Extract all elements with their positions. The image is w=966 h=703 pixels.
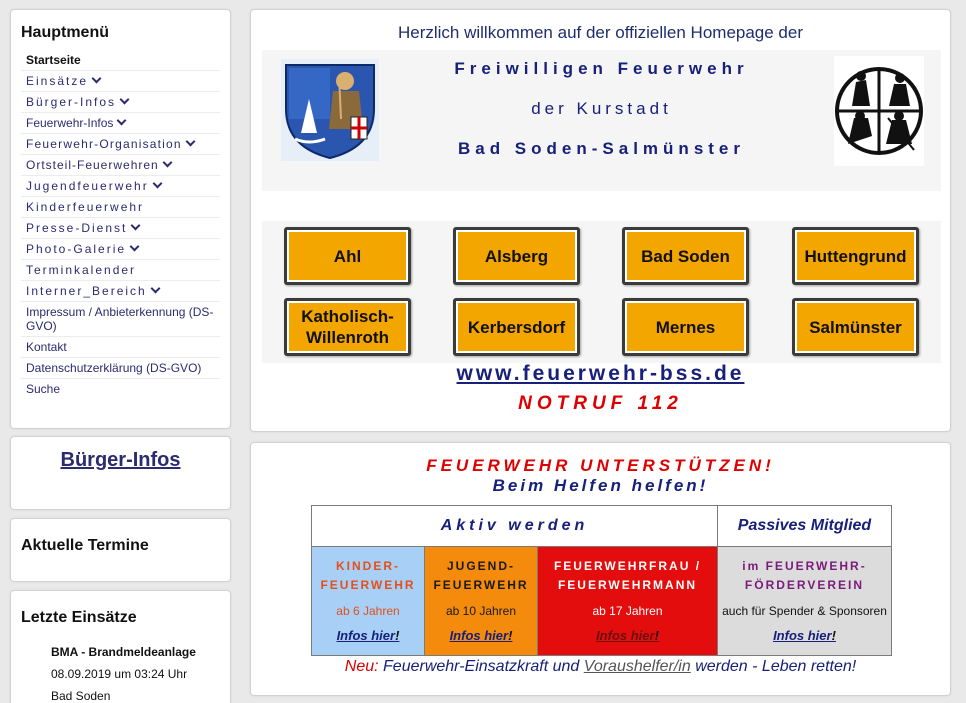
menu-item-label: Impressum / Anbieterkennung (DS-GVO) <box>26 305 214 333</box>
menu-item-kinderfeuerwehr[interactable] <box>21 197 220 218</box>
aktiv-werden-header: Aktiv werden <box>312 506 718 547</box>
recruitment-text-2: werden - Leben retten! <box>695 658 857 675</box>
cell-title-line: FEUERWEHR <box>433 578 529 593</box>
voraushelfer-link[interactable]: Voraushelfer/in <box>583 658 691 675</box>
kinderfeuerwehr-cell <box>312 547 425 656</box>
cell-title-line: FEUERWEHRMANN <box>557 578 698 593</box>
chevron-down-icon[interactable] <box>120 95 130 105</box>
cell-title-line: FEUERWEHR <box>320 578 416 593</box>
info-link-text[interactable]: Infos hier <box>449 628 509 643</box>
menu-item-buerger-infos[interactable] <box>21 92 220 113</box>
menu-item-label: Terminkalender <box>26 263 137 277</box>
menu-item-ortsteil-feuerwehren[interactable] <box>21 155 220 176</box>
title-banner <box>262 50 941 191</box>
foerderverein-cell <box>718 547 892 656</box>
info-link-bang: ! <box>654 628 659 643</box>
jugendfeuerwehr-info-link[interactable] <box>425 628 537 643</box>
cell-title-line: FÖRDERVEREIN <box>744 578 865 593</box>
location-button-katholisch-willenroth[interactable]: Katholisch-Willenroth <box>284 298 411 356</box>
buerger-infos-link[interactable]: Bürger-Infos <box>60 449 181 471</box>
location-button-kerbersdorf[interactable]: Kerbersdorf <box>453 298 580 356</box>
chevron-down-icon[interactable] <box>150 284 160 294</box>
feuerwehrfrau-info-link[interactable] <box>538 628 717 643</box>
menu-item-label: Feuerwehr-Infos <box>26 116 114 130</box>
info-link-bang: ! <box>831 628 836 643</box>
menu-item-label: Kinderfeuerwehr <box>26 200 145 214</box>
main-menu-panel <box>10 9 231 429</box>
location-button-bad-soden[interactable]: Bad Soden <box>622 227 749 285</box>
recruitment-text-1: Feuerwehr-Einsatzkraft und <box>383 658 580 675</box>
chevron-down-icon[interactable] <box>130 242 140 252</box>
website-url-link[interactable]: www.feuerwehr-bss.de <box>456 362 745 385</box>
cell-title-line: JUGEND- <box>446 559 515 574</box>
menu-item-impressum[interactable] <box>21 302 220 337</box>
location-buttons-area <box>262 221 941 363</box>
fire-brigade-emblem-icon <box>834 56 924 166</box>
support-panel <box>250 442 951 696</box>
menu-item-feuerwehr-infos[interactable] <box>21 113 220 134</box>
emergency-number: NOTRUF 112 <box>518 393 683 414</box>
menu-item-einsaetze[interactable] <box>21 71 220 92</box>
jugendfeuerwehr-cell <box>425 547 538 656</box>
menu-item-label: Ortsteil-Feuerwehren <box>26 158 159 172</box>
chevron-down-icon[interactable] <box>92 74 102 84</box>
support-subtitle: Beim Helfen helfen! <box>492 476 709 495</box>
main-menu-heading: Hauptmenü <box>21 24 109 41</box>
location-button-huttengrund[interactable]: Huttengrund <box>792 227 919 285</box>
chevron-down-icon[interactable] <box>131 221 141 231</box>
banner-line-3: Bad Soden-Salmünster <box>457 139 746 158</box>
location-button-salmuenster[interactable]: Salmünster <box>792 298 919 356</box>
menu-item-feuerwehr-organisation[interactable] <box>21 134 220 155</box>
cell-age: ab 10 Jahren <box>445 604 517 619</box>
menu-item-photo-galerie[interactable] <box>21 239 220 260</box>
cell-title-line: FEUERWEHRFRAU / <box>553 559 702 574</box>
location-button-ahl[interactable]: Ahl <box>284 227 411 285</box>
menu-item-startseite[interactable] <box>21 50 220 71</box>
chevron-down-icon[interactable] <box>185 137 195 147</box>
einsatz-place: Bad Soden <box>51 689 111 703</box>
menu-item-label: Feuerwehr-Organisation <box>26 137 182 151</box>
banner-line-1: Freiwilligen Feuerwehr <box>454 59 749 78</box>
location-button-alsberg[interactable]: Alsberg <box>453 227 580 285</box>
einsaetze-heading: Letzte Einsätze <box>21 609 137 626</box>
buerger-infos-panel <box>10 436 231 510</box>
main-menu-list <box>21 50 220 399</box>
cell-title-line: im FEUERWEHR- <box>742 559 867 574</box>
menu-item-kontakt[interactable] <box>21 337 220 358</box>
menu-item-presse-dienst[interactable] <box>21 218 220 239</box>
foerderverein-info-link[interactable] <box>718 628 891 643</box>
menu-item-label: Interner_Bereich <box>26 284 147 298</box>
menu-item-label: Suche <box>26 382 61 396</box>
termine-heading: Aktuelle Termine <box>21 537 149 554</box>
support-table <box>311 505 892 656</box>
recruitment-line <box>251 658 950 676</box>
menu-item-label: Bürger-Infos <box>26 95 117 109</box>
location-button-mernes[interactable]: Mernes <box>622 298 749 356</box>
kinderfeuerwehr-info-link[interactable] <box>312 628 424 643</box>
header-panel <box>250 9 951 432</box>
menu-item-label: Photo-Galerie <box>26 242 127 256</box>
info-link-text[interactable]: Infos hier <box>596 628 655 643</box>
welcome-text: Herzlich willkommen auf der offiziellen Homepage der <box>397 23 804 42</box>
menu-item-label: Kontakt <box>26 340 67 354</box>
einsatz-date: 08.09.2019 um 03:24 Uhr <box>51 667 188 681</box>
cell-title-line: KINDER- <box>336 559 400 574</box>
support-title: FEUERWEHR UNTERSTÜTZEN! <box>426 456 775 475</box>
menu-item-suche[interactable] <box>21 379 220 399</box>
cell-age: ab 6 Jahren <box>336 604 400 619</box>
info-link-text[interactable]: Infos hier <box>336 628 396 643</box>
info-link-text[interactable]: Infos hier <box>773 628 832 643</box>
feuerwehrfrau-mann-cell <box>538 547 718 656</box>
cell-age: ab 17 Jahren <box>592 604 663 619</box>
chevron-down-icon[interactable] <box>162 158 172 168</box>
menu-item-label: Startseite <box>26 53 81 67</box>
menu-item-label: Jugendfeuerwehr <box>26 179 149 193</box>
menu-item-interner-bereich[interactable] <box>21 281 220 302</box>
menu-item-datenschutz[interactable] <box>21 358 220 379</box>
chevron-down-icon[interactable] <box>117 116 127 126</box>
menu-item-label: Presse-Dienst <box>26 221 128 235</box>
info-link-bang: ! <box>395 628 400 643</box>
menu-item-terminkalender[interactable] <box>21 260 220 281</box>
einsaetze-panel <box>10 590 231 703</box>
termine-panel <box>10 518 231 582</box>
passives-mitglied-header: Passives Mitglied <box>718 506 892 547</box>
einsatz-title[interactable]: BMA - Brandmeldeanlage <box>51 645 196 659</box>
menu-item-label: Datenschutzerklärung (DS-GVO) <box>26 361 202 375</box>
info-link-bang: ! <box>508 628 513 643</box>
cell-age: auch für Spender & Sponsoren <box>722 604 887 619</box>
menu-item-jugendfeuerwehr[interactable] <box>21 176 220 197</box>
chevron-down-icon[interactable] <box>152 179 162 189</box>
menu-item-label: Einsätze <box>26 74 89 88</box>
neu-label: Neu: <box>344 658 379 675</box>
banner-line-2: der Kurstadt <box>531 99 672 118</box>
